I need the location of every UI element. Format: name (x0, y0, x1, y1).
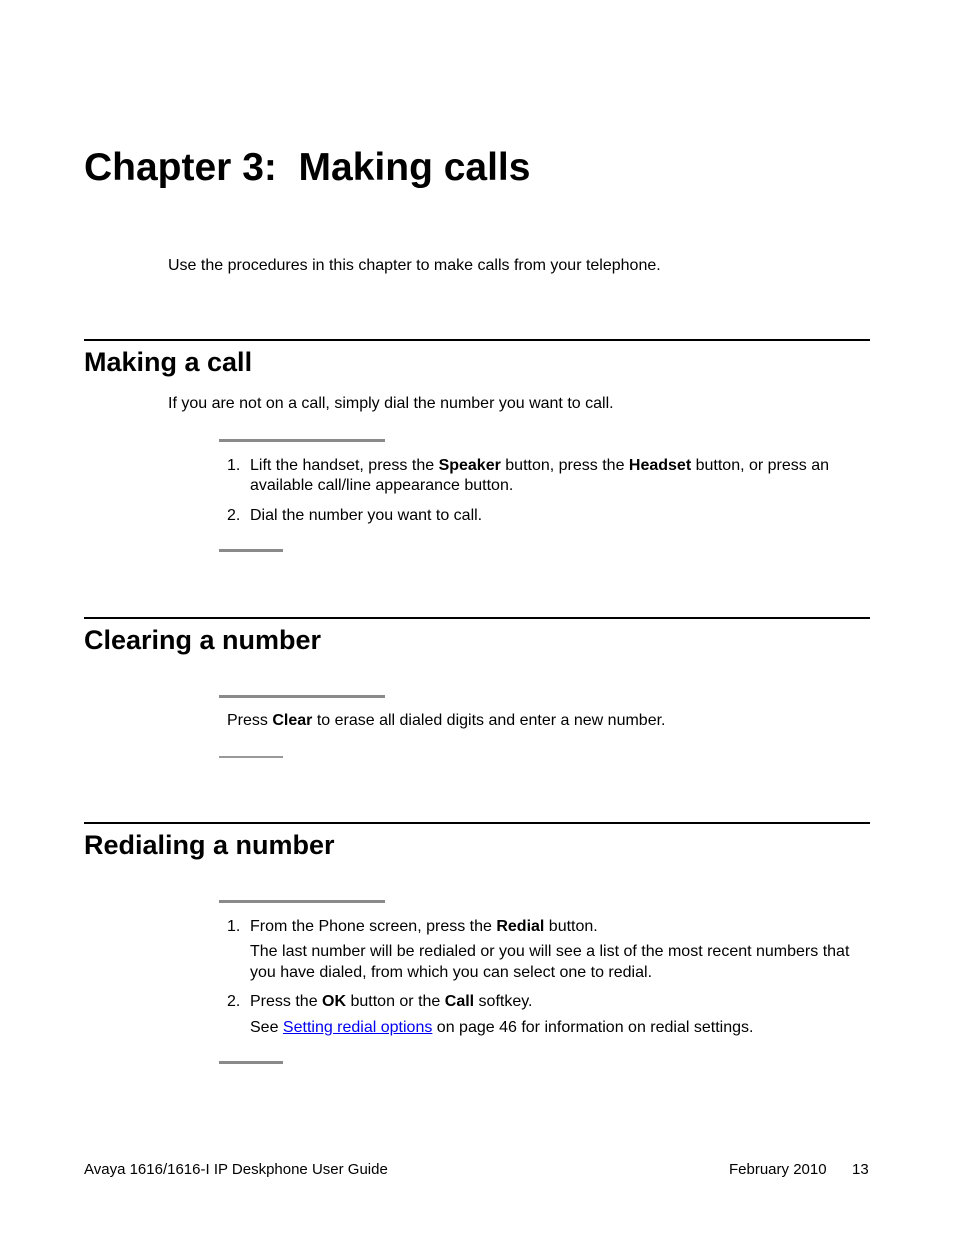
procedure-start-bar (219, 695, 385, 698)
step-text: button, or press an available call/line appearance button. (250, 457, 830, 494)
step-text: Press the (250, 993, 323, 1010)
list-item (227, 506, 870, 526)
chapter-intro: Use the procedures in this chapter to make calls from your telephone. (168, 257, 661, 274)
redialing-heading: Redialing a number (84, 830, 335, 860)
making-call-heading: Making a call (84, 347, 253, 377)
step-number: 2. (227, 993, 241, 1010)
list-item (227, 456, 870, 496)
call-softkey-ref: Call (444, 993, 475, 1010)
clearing-heading: Clearing a number (84, 625, 322, 655)
procedure-end-bar (219, 549, 283, 552)
step-text: From the Phone screen, press the (250, 918, 497, 935)
footer-date: February 2010 (729, 1161, 827, 1178)
chapter-title: Chapter 3: Making calls (84, 146, 531, 189)
step-text: Press (227, 712, 273, 729)
step-text: Lift the handset, press the (250, 457, 439, 474)
step-text: button, press the (500, 457, 629, 474)
section-divider (84, 617, 870, 619)
procedure-start-bar (219, 900, 385, 903)
list-item (227, 917, 870, 937)
footer-guide-title: Avaya 1616/1616-I IP Deskphone User Guide (84, 1161, 388, 1178)
clearing-text (227, 711, 870, 731)
step-text: softkey. (474, 993, 533, 1010)
step-number: 1. (227, 457, 241, 474)
step-number: 2. (227, 507, 241, 524)
setting-redial-options-link[interactable]: Setting redial options (282, 1019, 433, 1036)
procedure-start-bar (219, 439, 385, 442)
list-item (227, 992, 870, 1012)
step-number: 1. (227, 918, 241, 935)
procedure-end-bar (219, 1061, 283, 1064)
clear-button-ref: Clear (272, 712, 313, 729)
step-text: Dial the number you want to call. (250, 507, 483, 524)
section-divider (84, 339, 870, 341)
step-text: button or the (346, 993, 445, 1010)
step-text: to erase all dialed digits and enter a new number. (312, 712, 666, 729)
redial-button-ref: Redial (496, 918, 545, 935)
procedure-end-bar (219, 756, 283, 758)
step-note: The last number will be redialed or you will see a list of the most recent numbers that you have dialed, from which you can select one to redial. (250, 943, 850, 981)
speaker-button-ref: Speaker (438, 457, 501, 474)
step-note (250, 1017, 870, 1038)
page-number: 13 (852, 1161, 869, 1178)
step-text: on page 46 for information on redial settings. (432, 1019, 754, 1036)
ok-button-ref: OK (322, 993, 347, 1010)
making-call-para: If you are not on a call, simply dial the number you want to call. (168, 395, 614, 412)
step-text: button. (544, 918, 598, 935)
step-text: See (250, 1019, 283, 1036)
headset-button-ref: Headset (628, 457, 692, 474)
section-divider (84, 822, 870, 824)
